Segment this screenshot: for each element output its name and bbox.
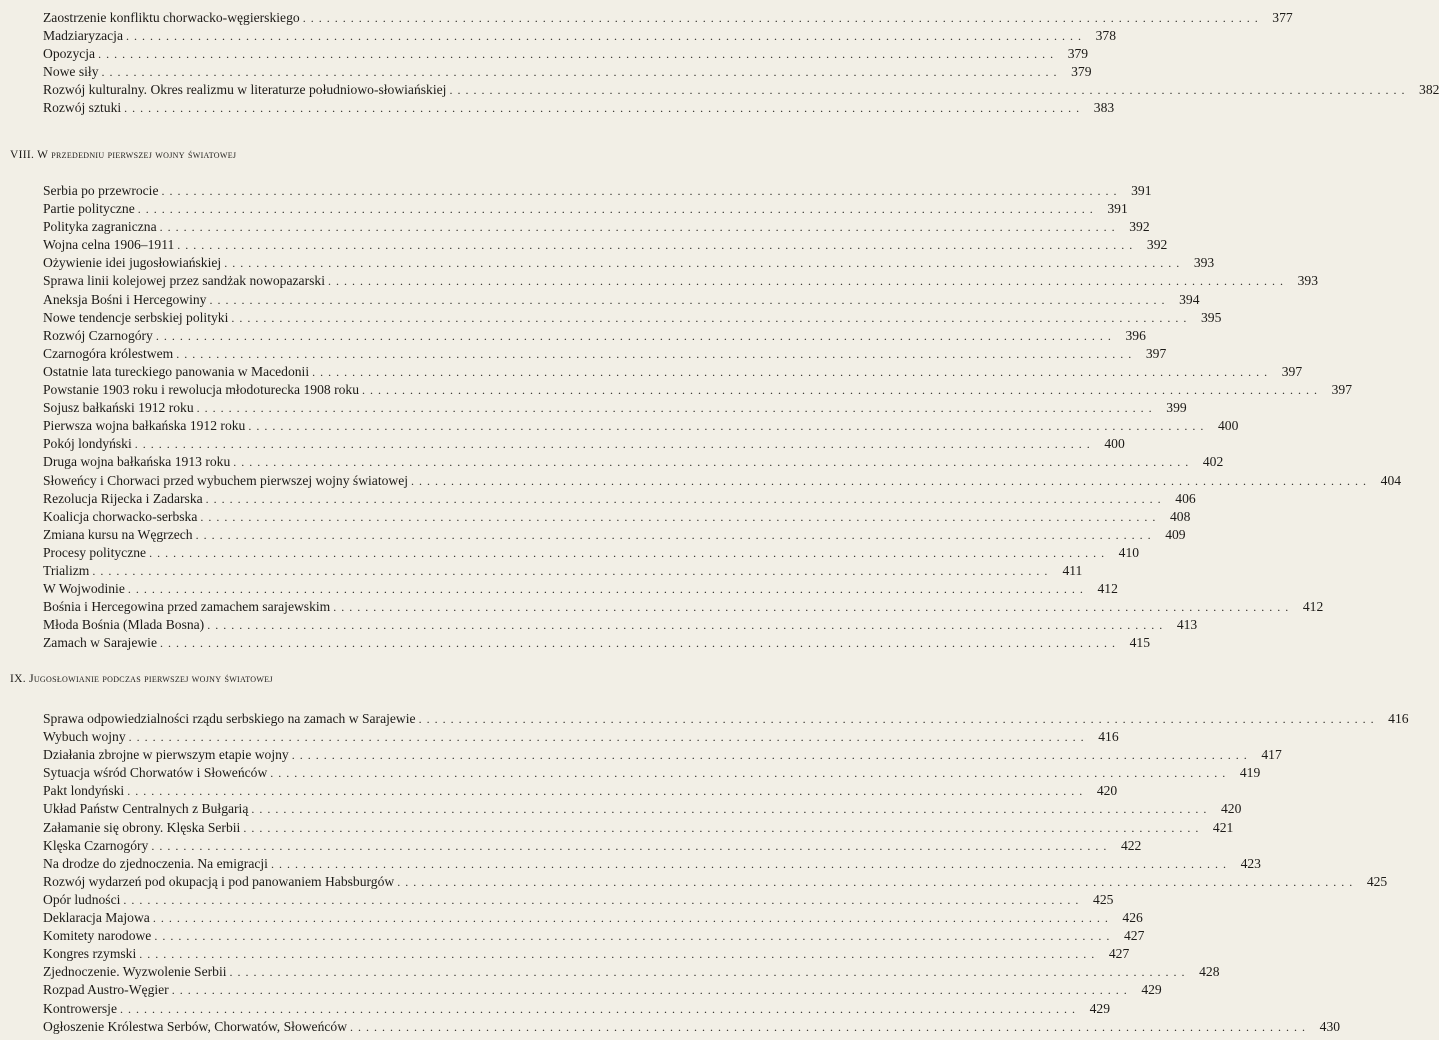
entry-page-number: 400 [1104, 436, 1125, 452]
entry-page-number: 404 [1380, 472, 1402, 488]
dot-leader: ........................................................................................................................ [209, 292, 1170, 307]
entry-page-number: 410 [1118, 544, 1140, 560]
dot-leader: ........................................................................................................................ [205, 491, 1166, 506]
dot-leader: ........................................................................................................................ [362, 383, 1322, 398]
entry-page-number: 417 [1261, 747, 1282, 763]
dot-leader: ........................................................................................................................ [196, 401, 1157, 416]
entry-title: Sprawa linii kolejowej przez sandżak nowopazarski [43, 273, 325, 289]
entry-page-number: 394 [1179, 291, 1200, 307]
dot-leader: ........................................................................................................................ [270, 856, 1231, 871]
entry-title: Rozwój wydarzeń pod okupacją i pod panowaniem Habsburgów [43, 873, 395, 889]
entry-title: Serbia po przewrocie [43, 183, 159, 198]
entry-page-number: 420 [1096, 783, 1118, 799]
chapter-viii-heading: VIII. W przededniu pierwszej wojny światowej [10, 149, 237, 161]
dot-leader: ........................................................................................................................ [101, 65, 1062, 80]
toc-entry [43, 63, 1092, 81]
dot-leader: ........................................................................................................................ [92, 563, 1053, 578]
dot-leader: ........................................................................................................................ [207, 618, 1168, 633]
dot-leader: ........................................................................................................................ [159, 220, 1120, 235]
dot-leader: ........................................................................................................................ [312, 364, 1273, 379]
dot-leader: ........................................................................................................................ [327, 274, 1288, 289]
toc-entry [43, 236, 1168, 254]
entry-page-number: 412 [1302, 599, 1324, 615]
entry-title: Zaostrzenie konfliktu chorwacko-węgierskiego [43, 10, 300, 25]
dot-leader: ........................................................................................................................ [418, 712, 1379, 726]
toc-entry [43, 891, 1114, 909]
toc-entry [43, 800, 1242, 818]
toc-entry [43, 1018, 1341, 1036]
toc-entry [43, 927, 1145, 945]
entry-title: Czarnogóra królestwem [43, 345, 174, 361]
toc-entry [43, 764, 1261, 782]
toc-entry [43, 200, 1128, 218]
entry-title: Zmiana kursu na Węgrzech [43, 526, 193, 542]
entry-title: Pakt londyński [43, 783, 125, 799]
toc-entry [43, 945, 1130, 963]
entry-page-number: 423 [1240, 855, 1261, 871]
entry-page-number: 413 [1176, 617, 1198, 633]
toc-entry [43, 782, 1118, 800]
entry-page-number: 429 [1141, 982, 1162, 998]
toc-entry [43, 381, 1352, 399]
toc-entry [43, 634, 1150, 652]
entry-title: Bośnia i Hercegowina przed zamachem sarajewskim [43, 599, 331, 615]
dot-leader: ........................................................................................................................ [159, 636, 1120, 651]
entry-title: Ostatnie lata tureckiego panowania w Macedonii [43, 363, 310, 379]
entry-page-number: 409 [1165, 526, 1186, 542]
entry-title: Sytuacja wśród Chorwatów i Słoweńców [43, 765, 268, 781]
dot-leader: ........................................................................................................................ [120, 1001, 1080, 1016]
toc-entry [43, 435, 1125, 453]
entry-title: Zjednoczenie. Wyzwolenie Serbii [43, 964, 227, 980]
entry-title: W Wojwodinie [43, 581, 125, 597]
entry-page-number: 422 [1120, 837, 1142, 853]
toc-entry [43, 710, 1409, 728]
dot-leader: ........................................................................................................................ [152, 911, 1113, 926]
dot-leader: ........................................................................................................................ [233, 455, 1194, 470]
toc-entry [43, 490, 1196, 508]
entry-title: Deklaracja Majowa [43, 910, 150, 926]
toc-entry [43, 472, 1402, 490]
chapter-viii-entries [43, 182, 1402, 652]
entry-title: Załamanie się obrony. Klęska Serbii [43, 819, 241, 835]
entry-title: Rozpad Austro-Węgier [43, 982, 169, 998]
entry-page-number: 378 [1095, 28, 1116, 44]
dot-leader: ........................................................................................................................ [231, 310, 1192, 325]
dot-leader: ........................................................................................................................ [200, 509, 1161, 524]
dot-leader: ........................................................................................................................ [139, 947, 1100, 962]
dot-leader: ........................................................................................................................ [123, 892, 1084, 907]
dot-leader: ........................................................................................................................ [154, 929, 1115, 944]
entry-page-number: 392 [1129, 219, 1150, 235]
toc-entry [43, 182, 1152, 200]
toc-entry [43, 81, 1439, 99]
entry-title: Polityka zagraniczna [43, 219, 157, 235]
toc-entry [43, 327, 1146, 345]
dot-leader: ........................................................................................................................ [161, 184, 1122, 198]
entry-title: Rozwój Czarnogóry [43, 327, 153, 343]
toc-entry [43, 309, 1222, 327]
toc-entry [43, 909, 1143, 927]
entry-page-number: 416 [1098, 729, 1119, 745]
dot-leader: ........................................................................................................................ [248, 419, 1209, 434]
toc-entry [43, 746, 1282, 764]
toc-entry [43, 345, 1167, 363]
toc-entry [43, 855, 1261, 873]
dot-leader: ........................................................................................................................ [270, 766, 1231, 781]
toc-entry [43, 526, 1186, 544]
entry-page-number: 416 [1388, 711, 1409, 726]
entry-title: Rozwój kulturalny. Okres realizmu w literaturze południowo-słowiańskiej [43, 82, 447, 98]
continued-entries [43, 9, 1439, 118]
dot-leader: ........................................................................................................................ [124, 101, 1085, 116]
entry-page-number: 426 [1122, 910, 1143, 926]
toc-entry [43, 616, 1198, 634]
entry-page-number: 427 [1123, 928, 1145, 944]
entry-page-number: 391 [1131, 183, 1152, 198]
dot-leader: ........................................................................................................................ [176, 346, 1137, 361]
entry-title: Opór ludności [43, 891, 121, 907]
entry-title: Druga wojna bałkańska 1913 roku [43, 454, 231, 470]
entry-title: Działania zbrojne w pierwszym etapie wojny [43, 747, 289, 763]
entry-page-number: 397 [1145, 345, 1167, 361]
entry-title: Sprawa odpowiedzialności rządu serbskiego na zamach w Sarajewie [43, 711, 416, 726]
toc-entry [43, 981, 1162, 999]
toc-entry [43, 99, 1115, 117]
entry-page-number: 408 [1169, 508, 1191, 524]
dot-leader: ........................................................................................................................ [149, 545, 1110, 560]
dot-leader: ........................................................................................................................ [251, 802, 1212, 817]
entry-page-number: 425 [1093, 891, 1114, 907]
entry-title: Ogłoszenie Królestwa Serbów, Chorwatów, Słoweńców [43, 1018, 348, 1034]
toc-entry [43, 291, 1200, 309]
toc-entry [43, 218, 1150, 236]
dot-leader: ........................................................................................................................ [134, 437, 1095, 452]
dot-leader: ........................................................................................................................ [171, 983, 1132, 998]
dot-leader: ........................................................................................................................ [302, 11, 1263, 25]
toc-entry [43, 837, 1142, 855]
entry-title: Madziaryzacja [43, 28, 123, 44]
entry-title: Wybuch wojny [43, 729, 126, 745]
dot-leader: ........................................................................................................................ [224, 256, 1185, 271]
toc-entry [43, 873, 1388, 891]
toc-entry [43, 963, 1220, 981]
toc-entry [43, 580, 1118, 598]
dot-leader: ........................................................................................................................ [151, 838, 1112, 853]
entry-page-number: 397 [1331, 382, 1352, 398]
chapter-ix-entries [43, 710, 1409, 1036]
entry-title: Komitety narodowe [43, 928, 152, 944]
toc-entry [43, 9, 1293, 27]
dot-leader: ........................................................................................................................ [229, 965, 1190, 980]
toc-entry [43, 598, 1324, 616]
entry-title: Powstanie 1903 roku i rewolucja młodoturecka 1908 roku [43, 382, 359, 398]
entry-page-number: 396 [1125, 327, 1146, 343]
toc-entry [43, 27, 1116, 45]
toc-entry [43, 453, 1224, 471]
dot-leader: ........................................................................................................................ [127, 784, 1088, 799]
entry-page-number: 397 [1281, 363, 1303, 379]
entry-title: Wojna celna 1906–1911 [43, 237, 175, 253]
entry-title: Słoweńcy i Chorwaci przed wybuchem pierwszej wojny światowej [43, 472, 409, 488]
entry-title: Partie polityczne [43, 201, 135, 217]
entry-title: Nowe tendencje serbskiej polityki [43, 309, 229, 325]
toc-entry [43, 399, 1187, 417]
entry-page-number: 379 [1071, 64, 1092, 80]
dot-leader: ........................................................................................................................ [411, 473, 1372, 488]
entry-page-number: 406 [1175, 490, 1196, 506]
dot-leader: ........................................................................................................................ [449, 83, 1410, 98]
entry-title: Rezolucja Rijecka i Zadarska [43, 490, 203, 506]
dot-leader: ........................................................................................................................ [137, 202, 1098, 217]
entry-page-number: 399 [1166, 400, 1187, 416]
toc-entry [43, 508, 1191, 526]
entry-title: Pierwsza wojna bałkańska 1912 roku [43, 418, 246, 434]
dot-leader: ........................................................................................................................ [291, 748, 1252, 763]
dot-leader: ........................................................................................................................ [127, 582, 1088, 597]
entry-title: Procesy polityczne [43, 544, 147, 560]
toc-entry [43, 45, 1089, 63]
chapter-ix-heading: IX. Jugosłowianie podczas pierwszej wojny światowej [10, 673, 273, 685]
entry-page-number: 379 [1067, 46, 1089, 62]
entry-title: Aneksja Bośni i Hercegowiny [43, 291, 207, 307]
entry-title: Kontrowersje [43, 1000, 117, 1016]
dot-leader: ........................................................................................................................ [333, 600, 1294, 615]
entry-page-number: 415 [1129, 635, 1150, 651]
toc-entry [43, 417, 1239, 435]
entry-page-number: 382 [1419, 82, 1439, 98]
entry-page-number: 427 [1108, 946, 1130, 962]
entry-page-number: 429 [1089, 1000, 1110, 1016]
entry-title: Na drodze do zjednoczenia. Na emigracji [43, 855, 268, 871]
entry-title: Pokój londyński [43, 436, 132, 452]
entry-title: Układ Państw Centralnych z Bułgarią [43, 801, 249, 817]
entry-title: Sojusz bałkański 1912 roku [43, 400, 194, 416]
dot-leader: ........................................................................................................................ [177, 238, 1138, 253]
entry-title: Koalicja chorwacko-serbska [43, 508, 198, 524]
entry-page-number: 425 [1366, 873, 1388, 889]
dot-leader: ........................................................................................................................ [126, 29, 1086, 44]
entry-page-number: 420 [1220, 801, 1242, 817]
entry-page-number: 377 [1272, 10, 1293, 25]
entry-page-number: 383 [1093, 100, 1115, 116]
entry-title: Zamach w Sarajewie [43, 635, 157, 651]
entry-page-number: 400 [1217, 418, 1239, 434]
dot-leader: ........................................................................................................................ [98, 47, 1059, 62]
entry-page-number: 393 [1193, 255, 1215, 271]
entry-title: Kongres rzymski [43, 946, 137, 962]
toc-entry [43, 272, 1318, 290]
entry-title: Klęska Czarnogóry [43, 837, 149, 853]
toc-entry [43, 819, 1234, 837]
entry-page-number: 421 [1212, 819, 1234, 835]
entry-page-number: 411 [1062, 562, 1083, 578]
entry-page-number: 428 [1199, 964, 1220, 980]
dot-leader: ........................................................................................................................ [155, 328, 1116, 343]
dot-leader: ........................................................................................................................ [243, 820, 1204, 835]
toc-entry [43, 728, 1119, 746]
toc-entry [43, 544, 1140, 562]
dot-leader: ........................................................................................................................ [195, 527, 1156, 542]
dot-leader: ........................................................................................................................ [397, 874, 1358, 889]
entry-title: Trializm [43, 562, 90, 578]
toc-entry [43, 1000, 1110, 1018]
toc-entry [43, 562, 1083, 580]
entry-page-number: 391 [1107, 201, 1128, 217]
entry-title: Nowe siły [43, 64, 99, 80]
entry-page-number: 412 [1097, 581, 1118, 597]
dot-leader: ........................................................................................................................ [128, 730, 1089, 745]
entry-page-number: 395 [1200, 309, 1222, 325]
entry-page-number: 402 [1202, 454, 1224, 470]
entry-title: Ożywienie idei jugosłowiańskiej [43, 255, 222, 271]
entry-title: Młoda Bośnia (Mlada Bosna) [43, 617, 205, 633]
toc-entry [43, 363, 1303, 381]
entry-page-number: 430 [1319, 1018, 1341, 1034]
entry-page-number: 419 [1239, 765, 1261, 781]
entry-page-number: 393 [1297, 273, 1318, 289]
entry-page-number: 392 [1146, 237, 1168, 253]
entry-title: Rozwój sztuki [43, 100, 122, 116]
entry-title: Opozycja [43, 46, 96, 62]
toc-entry [43, 254, 1215, 272]
dot-leader: ........................................................................................................................ [350, 1019, 1311, 1034]
